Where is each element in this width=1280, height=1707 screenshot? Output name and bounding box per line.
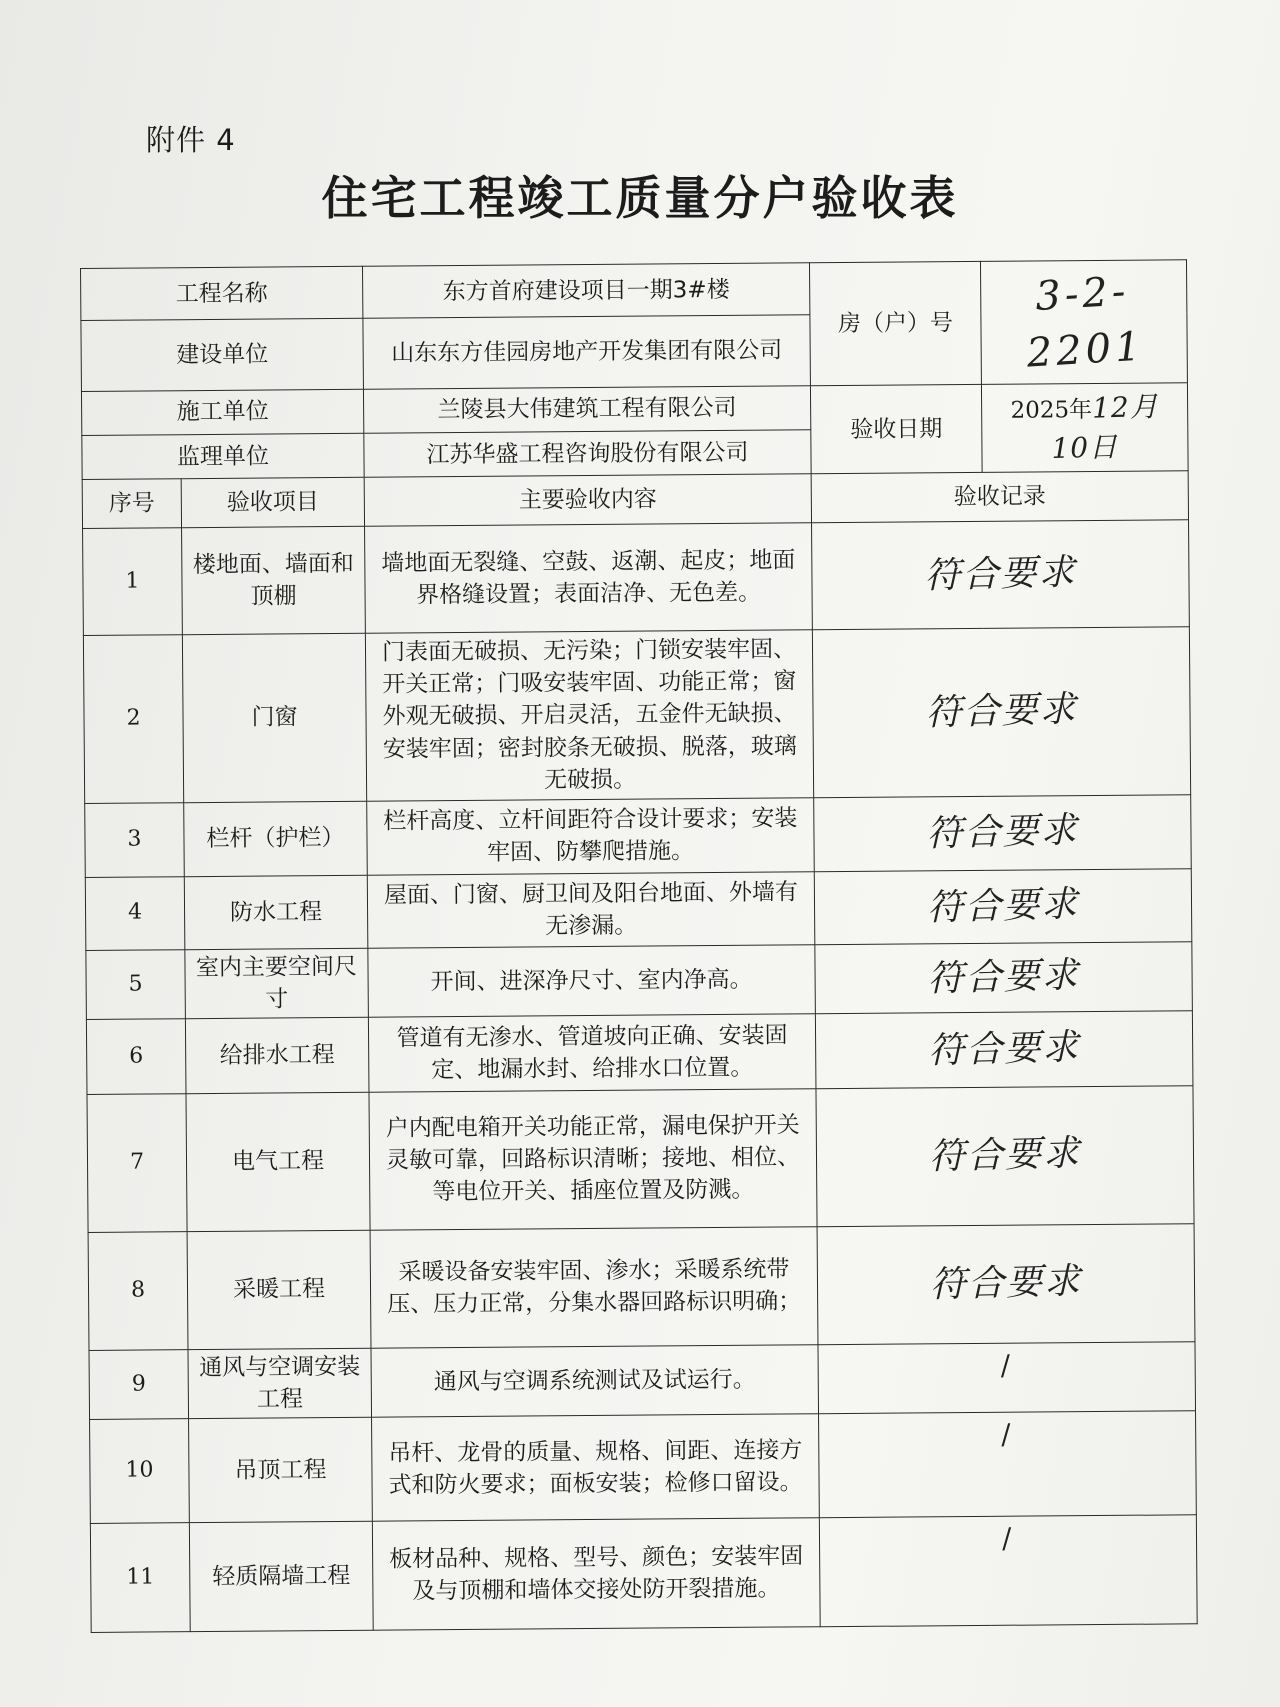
contractor-value: 兰陵县大伟建筑工程有限公司 [363, 386, 810, 434]
row-item: 采暖工程 [187, 1230, 371, 1349]
row-content: 采暖设备安装牢固、渗水；采暖系统带压、压力正常，分集水器回路标识明确； [370, 1227, 818, 1348]
row-no: 5 [86, 949, 186, 1020]
row-no: 11 [90, 1523, 190, 1633]
room-number-value [980, 260, 1187, 384]
table-row [90, 1515, 1197, 1633]
record-handwritten: 符合要求 [924, 689, 1078, 735]
date-day-handwritten: 10日 [1051, 429, 1119, 465]
row-no: 8 [88, 1232, 188, 1351]
record-handwritten: 符合要求 [923, 551, 1077, 597]
row-no: 7 [87, 1094, 187, 1233]
table-row [87, 1086, 1194, 1233]
col-header-record: 验收记录 [811, 471, 1188, 522]
project-name-value: 东方首府建设项目一期3#楼 [362, 263, 809, 319]
row-item: 室内主要空间尺寸 [185, 948, 369, 1019]
table-row [90, 1411, 1197, 1523]
row-content: 门表面无破损、无污染；门锁安装牢固、开关正常；门吸安装牢固、功能正常；窗外观无破损、开启灵活，五金件无缺损、 安装牢固；密封胶条无破损、脱落，玻璃无破损。 [365, 630, 813, 801]
col-header-no: 序号 [82, 479, 181, 528]
row-record [817, 1224, 1195, 1345]
row-record [819, 1411, 1197, 1518]
builder-value: 山东东方佳园房地产开发集团有限公司 [363, 315, 811, 389]
row-item: 门窗 [182, 634, 366, 803]
row-item: 防水工程 [184, 875, 368, 949]
table-row [89, 1341, 1196, 1420]
row-item: 给排水工程 [185, 1018, 369, 1094]
row-record [819, 1515, 1197, 1627]
table-row [88, 1224, 1195, 1350]
project-name-label: 工程名称 [81, 266, 363, 321]
builder-label: 建设单位 [81, 319, 364, 392]
table-row [85, 869, 1192, 950]
record-handwritten: 符合要求 [925, 809, 1079, 855]
row-item: 轻质隔墙工程 [189, 1521, 373, 1631]
supervisor-value: 江苏华盛工程咨询股份有限公司 [364, 430, 811, 478]
row-record [816, 1086, 1194, 1227]
acceptance-form [80, 259, 1197, 1633]
record-handwritten: 符合要求 [928, 1132, 1082, 1178]
room-number-handwritten: 3-2-2201 [1025, 268, 1146, 377]
row-content: 屋面、门窗、厨卫间及阳台地面、外墙有无渗漏。 [367, 872, 815, 948]
row-item: 楼地面、墙面和顶棚 [182, 526, 366, 635]
contractor-row [81, 383, 1187, 436]
table-row [86, 1011, 1193, 1094]
table-row [86, 941, 1193, 1020]
date-year: 2025年 [1010, 397, 1093, 425]
row-record [812, 627, 1190, 797]
row-no: 10 [90, 1419, 190, 1523]
row-content: 墙地面无裂缝、空鼓、返潮、起皮；地面界格缝设置；表面洁净、无色差。 [365, 522, 813, 633]
row-no: 3 [85, 802, 185, 877]
row-no: 6 [86, 1019, 186, 1094]
row-content: 通风与空调系统测试及试运行。 [371, 1344, 819, 1417]
row-no: 4 [85, 877, 185, 950]
table-row [83, 627, 1190, 803]
col-header-content: 主要验收内容 [364, 474, 811, 526]
record-handwritten: 符合要求 [927, 954, 1081, 1000]
row-content: 栏杆高度、立杆间距符合设计要求；安装牢固、防攀爬措施。 [367, 797, 815, 875]
col-header-item: 验收项目 [181, 478, 364, 528]
record-handwritten: 符合要求 [927, 1026, 1081, 1072]
date-month-handwritten: 12月 [1091, 390, 1160, 426]
record-handwritten: / [1001, 1521, 1015, 1556]
row-item: 栏杆（护栏） [184, 801, 368, 877]
record-handwritten: / [1000, 1348, 1013, 1382]
row-item: 通风与空调安装工程 [188, 1348, 372, 1419]
row-no: 1 [83, 527, 183, 636]
row-content: 管道有无渗水、管道坡向正确、安装固定、地漏水封、给排水口位置。 [368, 1014, 816, 1092]
record-handwritten: 符合要求 [926, 883, 1080, 929]
room-number-label: 房（户）号 [809, 261, 981, 385]
date-value [981, 383, 1188, 473]
page-title: 住宅工程竣工质量分户验收表 [321, 171, 959, 225]
row-record [818, 1341, 1196, 1414]
acceptance-table [80, 259, 1198, 1633]
project-name-row [81, 260, 1187, 321]
contractor-label: 施工单位 [81, 389, 363, 436]
row-item: 吊顶工程 [189, 1418, 373, 1523]
record-handwritten: / [1001, 1418, 1014, 1452]
row-content: 户内配电箱开关功能正常，漏电保护开关灵敏可靠，回路标识清晰；接地、相位、等电位开关、插座位置及防溅。 [369, 1089, 817, 1230]
row-record [815, 1011, 1193, 1088]
row-no: 2 [83, 635, 183, 803]
row-item: 电气工程 [186, 1092, 370, 1231]
column-header-row [82, 471, 1188, 528]
record-handwritten: 符合要求 [929, 1260, 1083, 1306]
row-content: 板材品种、规格、型号、颜色；安装牢固及与顶棚和墙体交接处防开裂措施。 [372, 1518, 820, 1630]
table-row [85, 794, 1192, 877]
row-no: 9 [89, 1349, 189, 1420]
row-record [815, 941, 1193, 1014]
attachment-label: 附件 4 [146, 123, 236, 157]
row-record [814, 794, 1192, 871]
row-content: 开间、进深净尺寸、室内净高。 [368, 944, 816, 1017]
table-row [83, 520, 1190, 636]
row-record [814, 869, 1192, 944]
date-label: 验收日期 [810, 384, 982, 474]
row-record [812, 520, 1190, 631]
supervisor-label: 监理单位 [82, 433, 364, 480]
row-content: 吊杆、龙骨的质量、规格、间距、连接方式和防火要求；面板安装；检修口留设。 [372, 1414, 820, 1521]
